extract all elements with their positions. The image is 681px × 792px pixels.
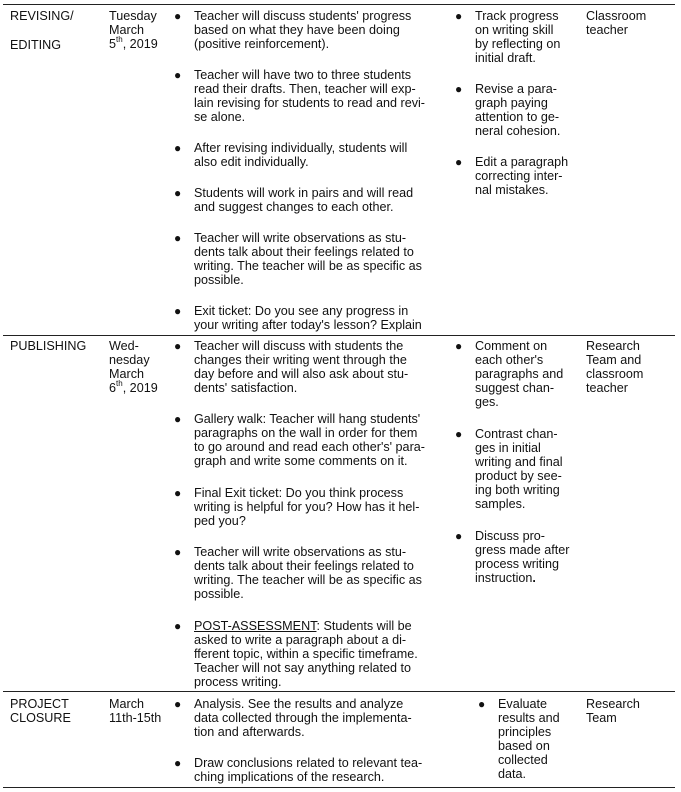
- bullet-icon: ●: [174, 756, 182, 770]
- activity-line: Teacher will discuss with students the: [194, 339, 404, 353]
- activity-line: Final Exit ticket: Do you think process: [194, 486, 404, 500]
- bullet-icon: ●: [174, 486, 182, 500]
- date-line: 5th, 2019: [109, 34, 158, 51]
- objective-line: samples.: [475, 497, 526, 511]
- objective-line: ges.: [475, 395, 499, 409]
- date-line: March: [109, 367, 144, 381]
- date-line: 6th, 2019: [109, 378, 158, 395]
- bullet-icon: ●: [455, 9, 463, 23]
- activity-line: paragraphs on the wall in order for them: [194, 426, 418, 440]
- bullet-icon: ●: [174, 9, 182, 23]
- objective-line: Discuss pro-: [475, 529, 545, 543]
- row-divider: [3, 691, 675, 692]
- activity-line: dents talk about their feelings related to: [194, 245, 414, 259]
- activity-line: dents' satisfaction.: [194, 381, 298, 395]
- activity-line: day before and will also ask about stu-: [194, 367, 409, 381]
- activity-line: Exit ticket: Do you see any progress in: [194, 304, 409, 318]
- bullet-icon: ●: [455, 427, 463, 441]
- activity-line: fferent topic, within a specific timeframe.: [194, 647, 418, 661]
- date-line: March: [109, 23, 144, 37]
- table-top-rule: [3, 4, 675, 5]
- activity-line: ching implications of the research.: [194, 770, 385, 784]
- objective-line: graph paying: [475, 96, 548, 110]
- objective-line: Contrast chan-: [475, 427, 558, 441]
- date-line: Wed-: [109, 339, 139, 353]
- objective-line: by reflecting on: [475, 37, 561, 51]
- objective-line: Track progress: [475, 9, 559, 23]
- bullet-icon: ●: [174, 231, 182, 245]
- activity-line: data collected through the implementa-: [194, 711, 412, 725]
- activity-line: possible.: [194, 273, 244, 287]
- activity-line: read their drafts. Then, teacher will exp-: [194, 82, 416, 96]
- objective-line: data.: [498, 767, 527, 781]
- activity-line: changes their writing went through the: [194, 353, 407, 367]
- objective-line: principles: [498, 725, 552, 739]
- activity-line: process writing.: [194, 675, 282, 689]
- date-line: Tuesday: [109, 9, 157, 23]
- bullet-icon: ●: [455, 339, 463, 353]
- bullet-icon: ●: [478, 697, 486, 711]
- date-line: nesday: [109, 353, 150, 367]
- objective-line: nal mistakes.: [475, 183, 549, 197]
- stage-label: EDITING: [10, 38, 62, 52]
- objective-line: correcting inter-: [475, 169, 563, 183]
- objective-line: suggest chan-: [475, 381, 555, 395]
- objective-line: on writing skill: [475, 23, 554, 37]
- objective-line: each other's: [475, 353, 544, 367]
- row-divider: [3, 335, 675, 336]
- objective-line: collected: [498, 753, 548, 767]
- post-assessment-label: POST-ASSESSMENT: [194, 619, 317, 633]
- responsible-line: classroom: [586, 367, 644, 381]
- responsible-line: Research: [586, 339, 640, 353]
- activity-line: Teacher will write observations as stu-: [194, 545, 407, 559]
- stage-label: REVISING/: [10, 9, 74, 23]
- objective-line: paragraphs and: [475, 367, 564, 381]
- objective-line: ing both writing: [475, 483, 560, 497]
- bullet-icon: ●: [174, 545, 182, 559]
- objective-line: Revise a para-: [475, 82, 557, 96]
- objective-line: process writing: [475, 557, 559, 571]
- responsible-line: Team: [586, 711, 617, 725]
- objective-line: Evaluate: [498, 697, 548, 711]
- activity-line: also edit individually.: [194, 155, 309, 169]
- activity-line: your writing after today's lesson? Explain: [194, 318, 422, 332]
- bullet-icon: ●: [174, 141, 182, 155]
- bullet-icon: ●: [455, 82, 463, 96]
- responsible-line: Research: [586, 697, 640, 711]
- bullet-icon: ●: [455, 529, 463, 543]
- activity-line: Teacher will discuss students' progress: [194, 9, 412, 23]
- objective-line: gress made after: [475, 543, 570, 557]
- activity-line: asked to write a paragraph about a di-: [194, 633, 407, 647]
- responsible-line: teacher: [586, 23, 629, 37]
- objective-line: neral cohesion.: [475, 124, 561, 138]
- objective-line: ges in initial: [475, 441, 541, 455]
- objective-line: results and: [498, 711, 560, 725]
- objective-line: instruction.: [475, 571, 536, 585]
- activity-line: Analysis. See the results and analyze: [194, 697, 404, 711]
- activity-line: (positive reinforcement).: [194, 37, 330, 51]
- responsible-line: Team and: [586, 353, 642, 367]
- bullet-icon: ●: [174, 619, 182, 633]
- bullet-icon: ●: [174, 186, 182, 200]
- stage-label: PUBLISHING: [10, 339, 87, 353]
- table-bottom-rule: [3, 787, 675, 788]
- responsible-line: Classroom: [586, 9, 647, 23]
- activity-line: to go around and read each other's' para-: [194, 440, 425, 454]
- activity-line: Teacher will not say anything related to: [194, 661, 412, 675]
- activity-line: After revising individually, students will: [194, 141, 408, 155]
- activity-line: Teacher will have two to three students: [194, 68, 412, 82]
- objective-line: writing and final: [475, 455, 563, 469]
- activity-line: writing is helpful for you? How has it hel-: [194, 500, 420, 514]
- objective-line: based on: [498, 739, 550, 753]
- date-line: March: [109, 697, 144, 711]
- activity-line: graph and write some comments on it.: [194, 454, 408, 468]
- objective-line: Edit a paragraph: [475, 155, 569, 169]
- activity-line: POST-ASSESSMENT: Students will be: [194, 619, 412, 633]
- objective-line: initial draft.: [475, 51, 536, 65]
- activity-line: based on what they have been doing: [194, 23, 400, 37]
- objective-line: attention to ge-: [475, 110, 560, 124]
- stage-label: PROJECT: [10, 697, 69, 711]
- activity-line: and suggest changes to each other.: [194, 200, 394, 214]
- bullet-icon: ●: [174, 412, 182, 426]
- activity-line: Students will work in pairs and will read: [194, 186, 414, 200]
- activity-line: lain revising for students to read and revi-: [194, 96, 426, 110]
- stage-label: CLOSURE: [10, 711, 71, 725]
- activity-line: writing. The teacher will be as specific as: [194, 573, 422, 587]
- activity-line: Draw conclusions related to relevant tea-: [194, 756, 423, 770]
- activity-line: Gallery walk: Teacher will hang students': [194, 412, 421, 426]
- bullet-icon: ●: [174, 697, 182, 711]
- activity-line: ped you?: [194, 514, 246, 528]
- date-line: 11th-15th: [109, 711, 162, 725]
- activity-line: dents talk about their feelings related to: [194, 559, 414, 573]
- activity-line: tion and afterwards.: [194, 725, 305, 739]
- activity-line: se alone.: [194, 110, 246, 124]
- bullet-icon: ●: [174, 68, 182, 82]
- responsible-line: teacher: [586, 381, 629, 395]
- bullet-icon: ●: [174, 304, 182, 318]
- bullet-icon: ●: [455, 155, 463, 169]
- activity-line: possible.: [194, 587, 244, 601]
- objective-line: product by see-: [475, 469, 562, 483]
- bullet-icon: ●: [174, 339, 182, 353]
- activity-line: writing. The teacher will be as specific as: [194, 259, 422, 273]
- objective-line: Comment on: [475, 339, 548, 353]
- activity-line: Teacher will write observations as stu-: [194, 231, 407, 245]
